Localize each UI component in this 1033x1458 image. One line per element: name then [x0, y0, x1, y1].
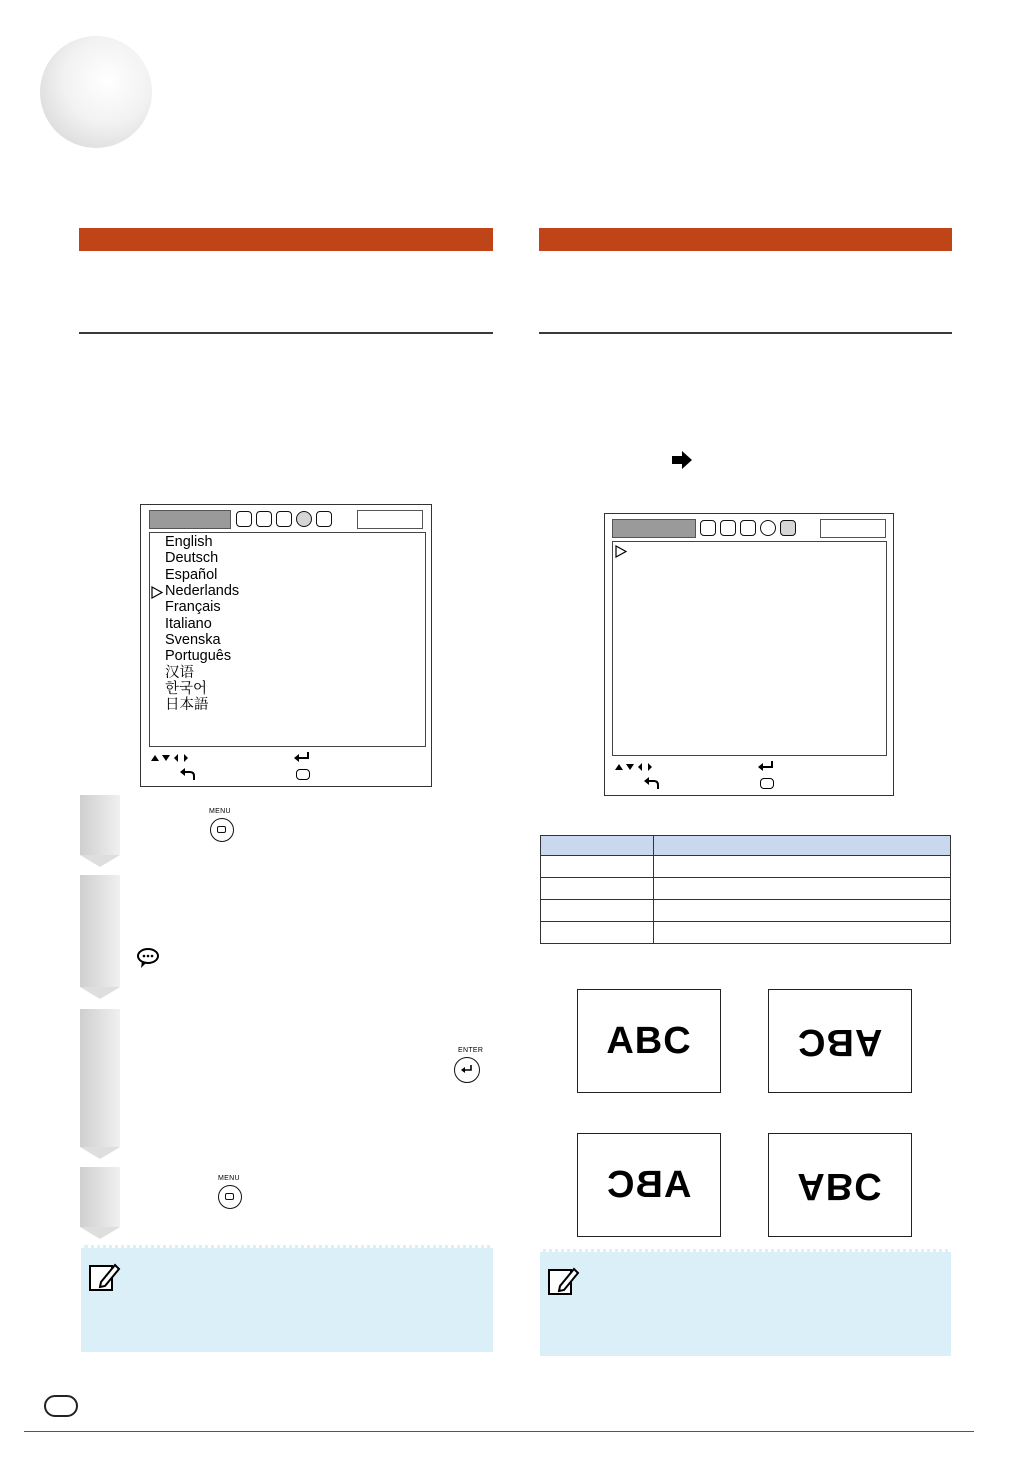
nav-arrows-icon	[150, 752, 194, 764]
table-row	[541, 878, 951, 900]
right-section-header-bar	[539, 228, 952, 251]
return-arrow-icon	[179, 767, 197, 781]
menu-tab-right	[357, 510, 423, 529]
menu-button-icon[interactable]	[210, 818, 234, 842]
menu-tab-left	[612, 519, 696, 538]
step-1-tab	[80, 795, 120, 855]
language-option[interactable]: 汉语	[165, 665, 194, 681]
language-option[interactable]: Svenska	[165, 632, 221, 648]
enter-button-icon[interactable]	[454, 1057, 480, 1083]
nav-arrows-icon	[614, 761, 658, 773]
menu-button-icon[interactable]	[218, 1185, 242, 1209]
table-header-cell	[541, 836, 654, 856]
abc-inverted-image	[768, 1133, 912, 1237]
table-row	[541, 856, 951, 878]
menu-button-icon	[296, 769, 310, 780]
table-row	[541, 922, 951, 944]
enter-arrow-icon	[757, 760, 775, 772]
cube-icon	[740, 520, 756, 536]
abc-text: ABC	[797, 1164, 883, 1207]
image-flip-menu-screen	[604, 513, 894, 796]
page-language-badge	[44, 1395, 78, 1417]
abc-text: ABC	[797, 1020, 883, 1063]
menu-icon-row	[700, 520, 796, 536]
setting-table	[540, 835, 951, 944]
language-option[interactable]: 한국어	[165, 681, 208, 697]
cursor-arrow-icon	[615, 545, 627, 558]
abc-text: ABC	[606, 1163, 692, 1206]
enter-button-label: ENTER	[458, 1047, 484, 1054]
abc-rotated-image	[768, 989, 912, 1093]
table-row	[541, 900, 951, 922]
cube-icon	[276, 511, 292, 527]
table-header-cell	[654, 836, 951, 856]
left-section-rule	[79, 332, 493, 334]
menu-icon-row	[236, 511, 332, 527]
language-option[interactable]: Italiano	[165, 616, 212, 632]
language-option-selected[interactable]: Nederlands	[165, 583, 240, 599]
picture-icon	[700, 520, 716, 536]
language-option[interactable]: 日本語	[165, 697, 209, 713]
right-note-box	[540, 1249, 951, 1356]
enter-arrow-icon	[293, 751, 311, 763]
language-option[interactable]: Español	[165, 567, 218, 583]
abc-normal-image	[577, 989, 721, 1093]
speech-bubble-icon	[760, 520, 776, 536]
abc-text: ABC	[606, 1019, 692, 1062]
cursor-arrow-icon	[151, 586, 163, 599]
return-arrow-icon	[643, 776, 661, 790]
arrow-right-icon	[670, 449, 694, 471]
pencil-note-icon	[546, 1264, 580, 1298]
language-list	[149, 532, 426, 747]
left-section-header-bar	[79, 228, 493, 251]
language-menu-screen	[140, 504, 432, 787]
step-4-tab	[80, 1167, 120, 1227]
language-option[interactable]: Deutsch	[165, 550, 219, 566]
corner-decoration	[40, 36, 152, 148]
step-3-tab	[80, 1009, 120, 1147]
screen-icon[interactable]	[780, 520, 796, 536]
right-section-rule	[539, 332, 952, 334]
picture-icon	[236, 511, 252, 527]
signal-icon	[720, 520, 736, 536]
signal-icon	[256, 511, 272, 527]
screen-icon	[316, 511, 332, 527]
pencil-note-icon	[87, 1260, 121, 1294]
speech-bubble-icon	[136, 947, 160, 969]
abc-mirrored-image	[577, 1133, 721, 1237]
menu-button-label: MENU	[218, 1175, 240, 1182]
language-option[interactable]: Français	[165, 599, 221, 615]
option-list	[612, 541, 887, 756]
left-note-box	[81, 1245, 493, 1352]
menu-tab-right	[820, 519, 886, 538]
language-option[interactable]: English	[165, 534, 213, 550]
menu-tab-left	[149, 510, 231, 529]
footer-rule	[24, 1431, 974, 1432]
menu-button-label: MENU	[209, 808, 231, 815]
step-2-tab	[80, 875, 120, 987]
language-option[interactable]: Português	[165, 648, 232, 664]
speech-bubble-icon[interactable]	[296, 511, 312, 527]
menu-button-icon	[760, 778, 774, 789]
